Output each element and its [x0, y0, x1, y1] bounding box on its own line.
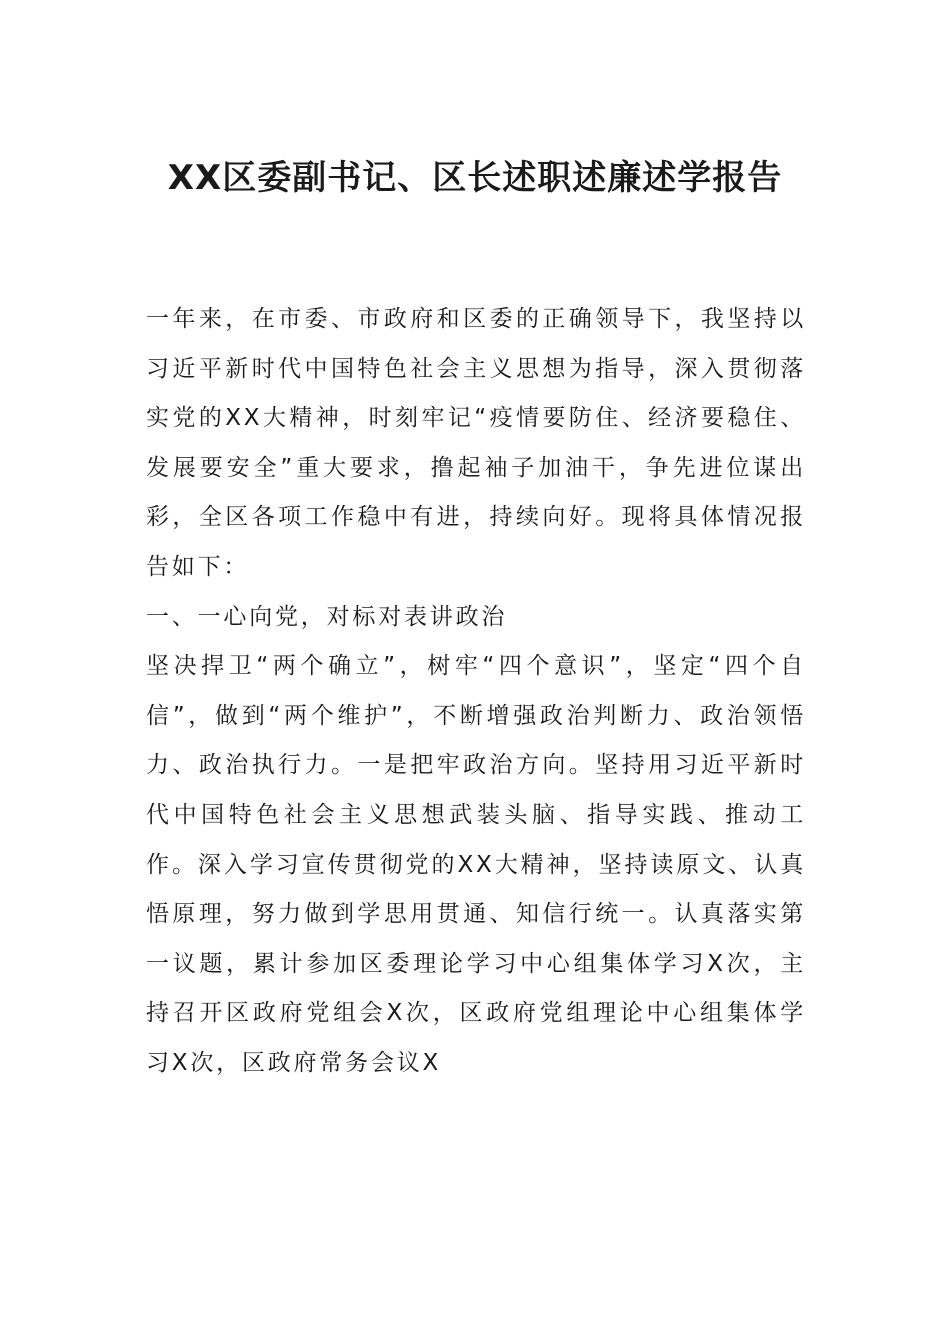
section-heading: 一、一心向党，对标对表讲政治: [146, 603, 508, 630]
document-title: XX区委副书记、区长述职述廉述学报告: [167, 158, 783, 198]
document-body: [146, 295, 806, 1089]
section-paragraph: 坚决捍卫“两个确立”，树牢“四个意识”，坚定“四个自信”，做到“两个维护”，不断增强政治判断力、政治领悟力、政治执行力。一是把牢政治方向。坚持用习近平新时代中国特色社会主义思想武装头脑、指导实践、推动工作。深入学习宣传贯彻党的XX大精神，坚持读原文、认真悟原理，努力做到学思用贯通、知信行统一。认真落实第一议题，累计参加区委理论学习中心组集体学习X次，主持召开区政府党组会X次，区政府党组理论中心组集体学习X次，区政府常务会议X: [146, 653, 806, 1076]
intro-paragraph: 一年来，在市委、市政府和区委的正确领导下，我坚持以习近平新时代中国特色社会主义思想为指导，深入贯彻落实党的XX大精神，时刻牢记“疫情要防住、经济要稳住、发展要安全”重大要求，撸起袖子加油干，争先进位谋出彩，全区各项工作稳中有进，持续向好。现将具体情况报告如下：: [146, 306, 806, 580]
